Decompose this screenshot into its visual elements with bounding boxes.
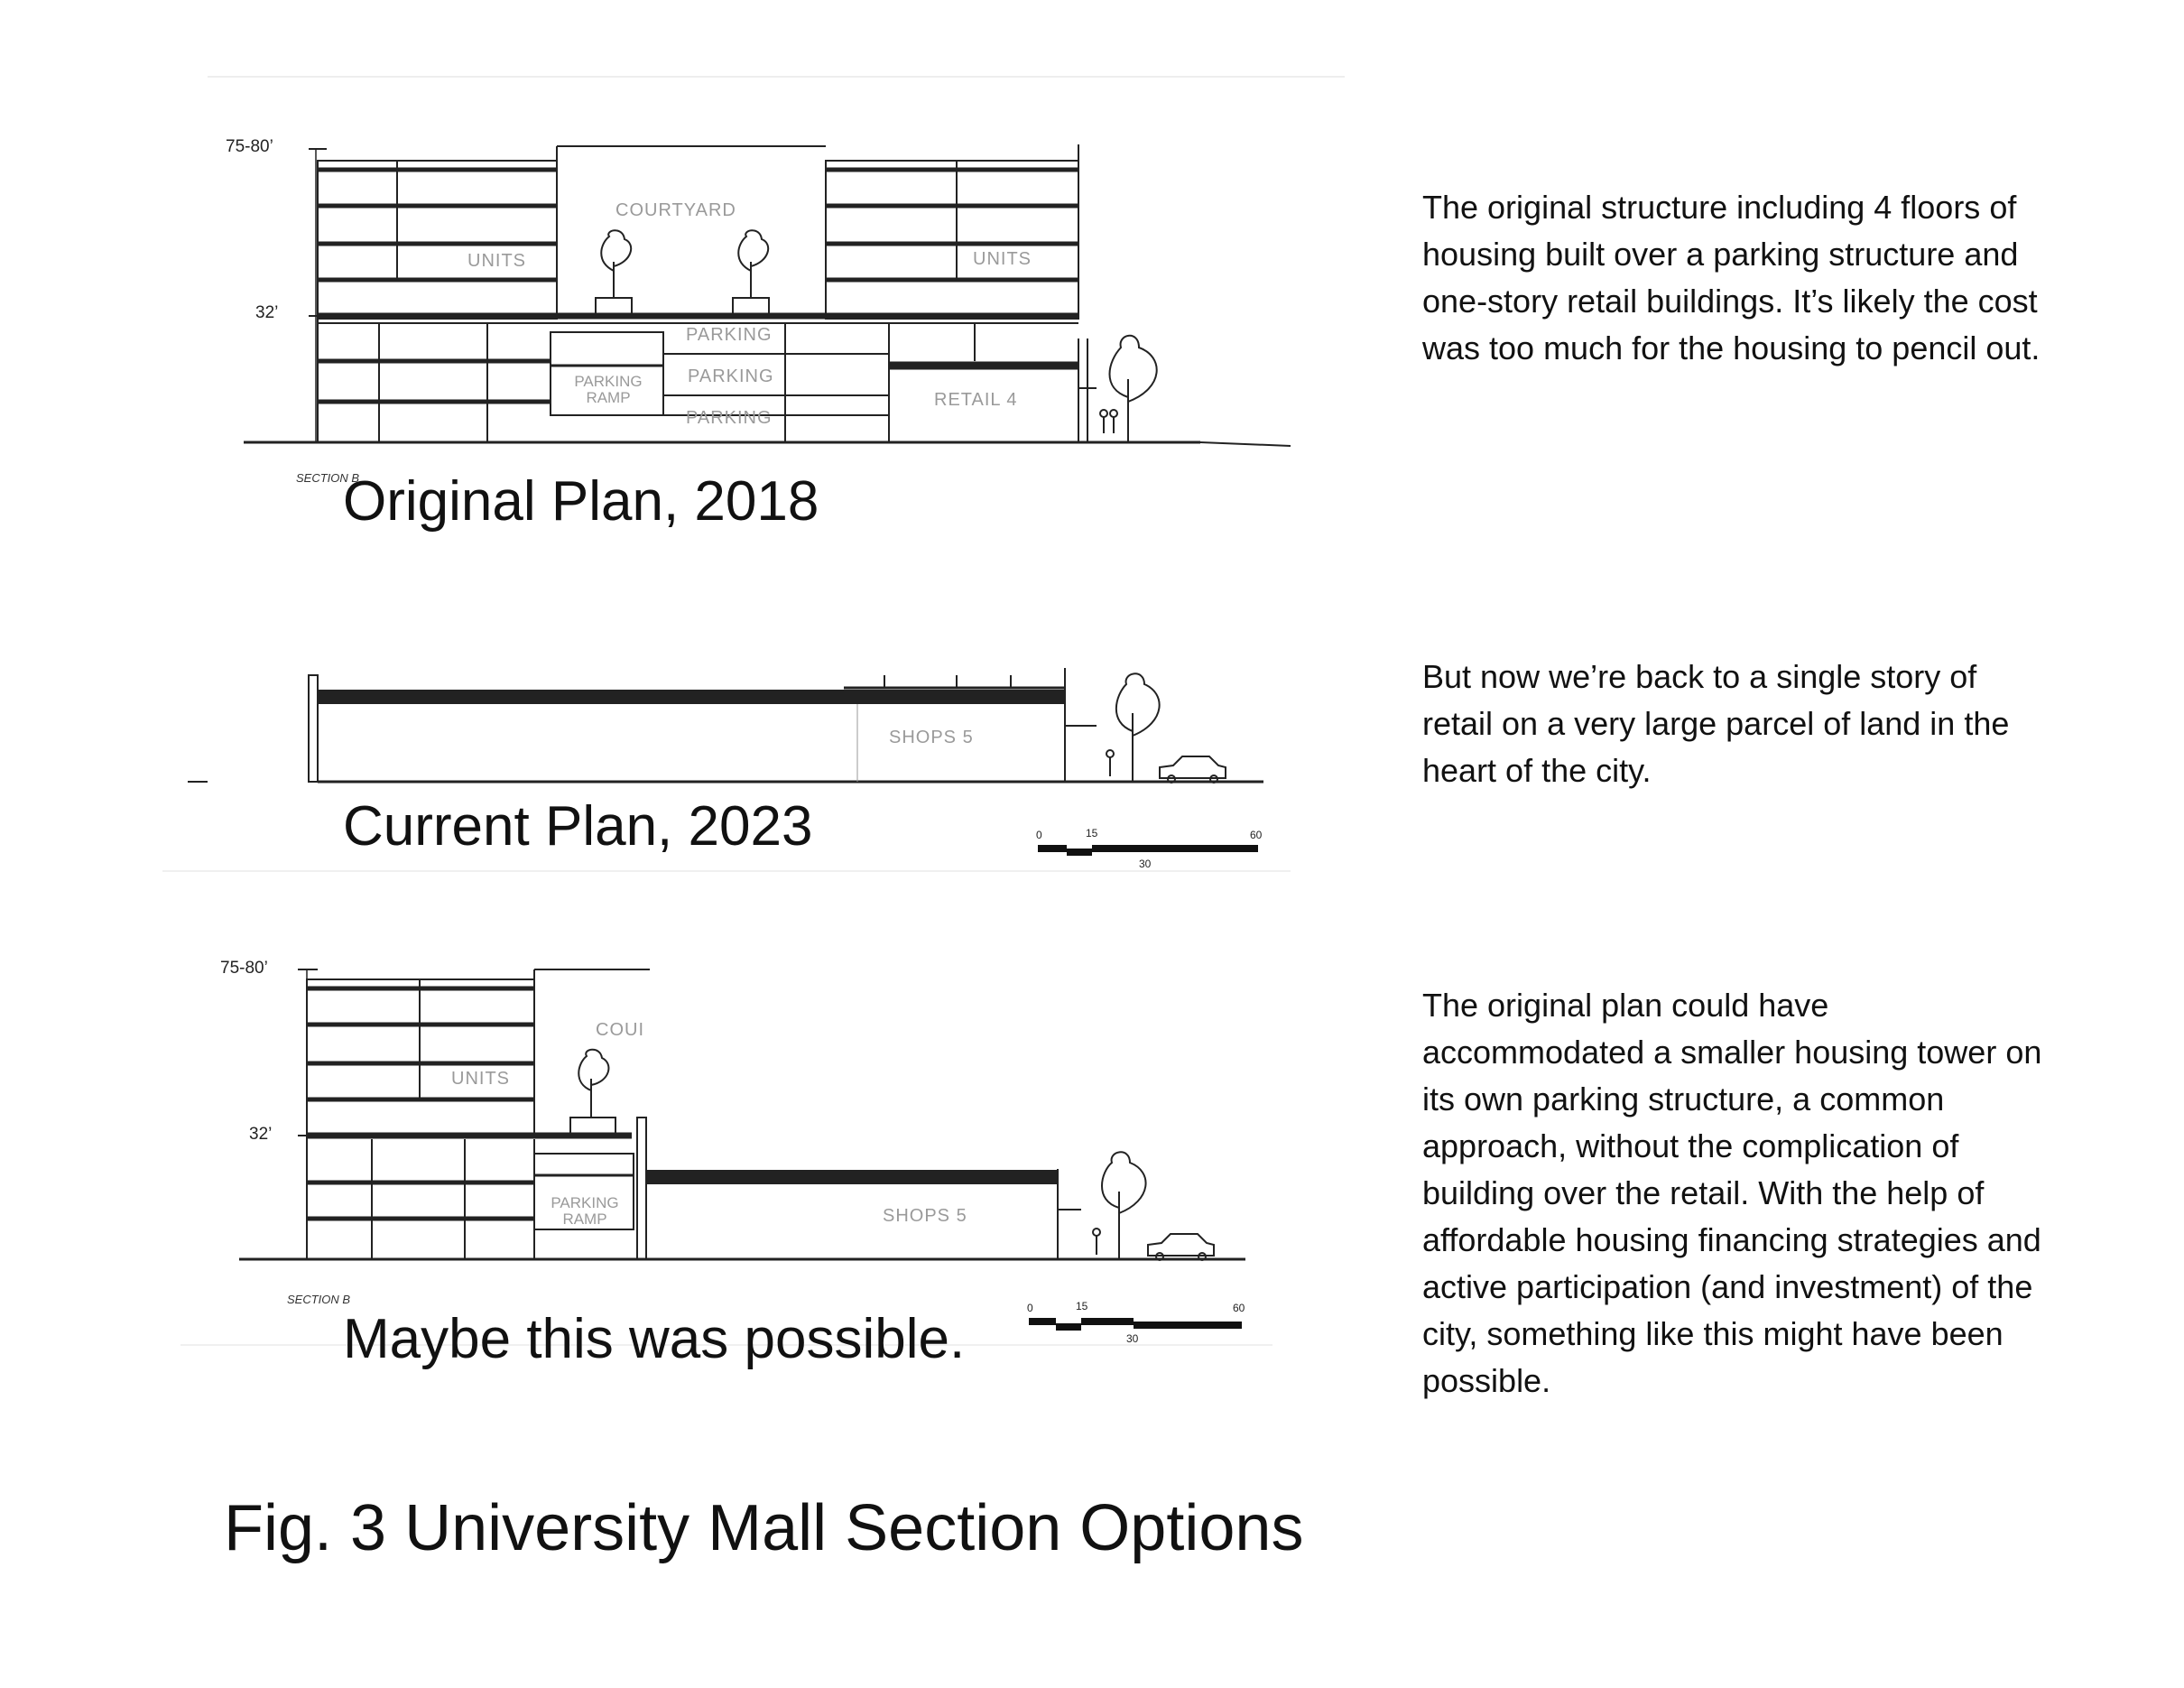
- dimension-mid-label: 32’: [249, 1125, 273, 1144]
- shops-label: SHOPS 5: [889, 728, 974, 747]
- units-left-label: UNITS: [467, 251, 526, 271]
- scale-label-0: 0: [1027, 1302, 1033, 1314]
- possible-plan-description: The original plan could have accommodated a smaller housing tower on its own parking structure, a common approach, without the complication of building over the retail. With the help of affordable housing financing strategies and active participation (and investment) of the city, something like this might have been possible.: [1422, 987, 2042, 1399]
- current-plan-description: But now we’re back to a single story of retail on a very large parcel of land in the heart of the city.: [1422, 658, 2010, 789]
- scale-label-30: 30: [1126, 1332, 1139, 1345]
- dimension-top-label: 75-80’: [220, 959, 268, 978]
- scale-label-60: 60: [1250, 829, 1263, 841]
- original-plan-description: The original structure including 4 floors of housing built over a parking structure and one-story retail buildings. It’s likely the cost was too much for the housing to pencil out.: [1422, 189, 2041, 366]
- scale-label-30: 30: [1139, 858, 1152, 870]
- scale-label-0: 0: [1036, 829, 1042, 841]
- courtyard-label: COURTYARD: [615, 200, 736, 220]
- current-plan-section: [0, 632, 2010, 885]
- section-signature: SECTION B: [287, 1293, 351, 1306]
- retail-label: RETAIL 4: [934, 390, 1018, 410]
- parking-label-2: PARKING: [688, 366, 774, 386]
- dimension-top-label: 75-80’: [226, 137, 273, 156]
- current-plan-caption: Current Plan, 2023: [343, 795, 813, 858]
- figure-caption: Fig. 3 University Mall Section Options: [224, 1492, 1304, 1564]
- parking-ramp-label: PARKING RAMP: [551, 1194, 619, 1228]
- parking-ramp-label: PARKING RAMP: [574, 373, 643, 406]
- section-signature: SECTION B: [296, 471, 360, 485]
- original-plan-section: [0, 0, 2041, 560]
- units-label: UNITS: [451, 1069, 510, 1089]
- scale-label-60: 60: [1233, 1302, 1245, 1314]
- parking-label-1: PARKING: [686, 325, 773, 345]
- possible-plan-section: [0, 939, 2042, 1444]
- dimension-mid-label: 32’: [255, 303, 279, 322]
- shops-label: SHOPS 5: [883, 1206, 967, 1226]
- scale-label-15: 15: [1076, 1300, 1088, 1312]
- courtyard-label: COUI: [596, 1020, 644, 1040]
- parking-label-3: PARKING: [686, 408, 773, 428]
- possible-plan-caption: Maybe this was possible.: [343, 1308, 966, 1370]
- scale-label-15: 15: [1086, 827, 1098, 839]
- original-plan-caption: Original Plan, 2018: [343, 470, 819, 533]
- units-right-label: UNITS: [973, 249, 1032, 269]
